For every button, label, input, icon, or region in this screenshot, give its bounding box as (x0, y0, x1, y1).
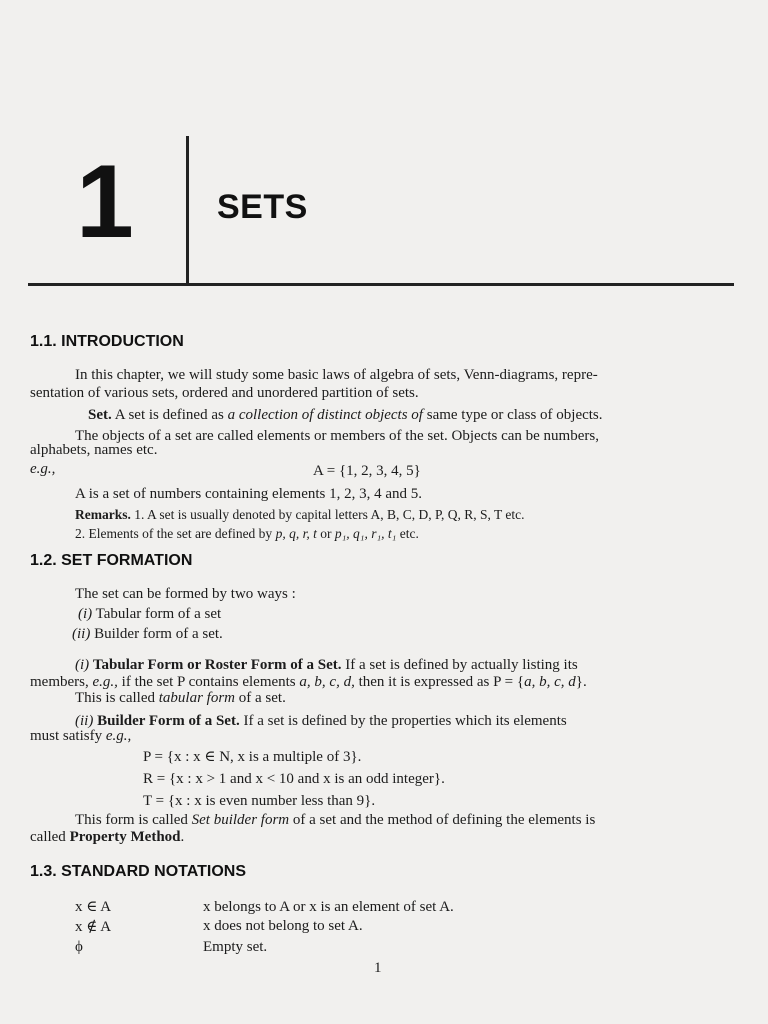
notation-meaning: x belongs to A or x is an element of set A. (203, 899, 454, 915)
chapter-rule (28, 283, 734, 286)
formation-intro: The set can be formed by two ways : (75, 586, 296, 602)
chapter-title: SETS (217, 188, 308, 226)
intro-paragraph-line-2: sentation of various sets, ordered and unordered partition of sets. (30, 385, 419, 401)
elements-line-1: The objects of a set are called elements or members of the set. Objects can be numbers, (75, 428, 599, 444)
example-explanation: A is a set of numbers containing elements 1, 2, 3, 4 and 5. (75, 486, 423, 502)
section-heading-introduction: 1.1. INTRODUCTION (30, 333, 184, 350)
formation-option-1: (i) Tabular form of a set (78, 606, 222, 622)
builder-closing-line-2: called Property Method. (30, 829, 185, 845)
builder-example-p: P = {x : x ∈ N, x is a multiple of 3}. (143, 749, 362, 765)
intro-paragraph-line-1: In this chapter, we will study some basic laws of algebra of sets, Venn-diagrams, repre- (75, 367, 598, 383)
builder-closing-line-1: This form is called Set builder form of a set and the method of defining the elements is (75, 812, 596, 828)
remark-1: Remarks. 1. A set is usually denoted by capital letters A, B, C, D, P, Q, R, S, T etc. (75, 507, 525, 522)
notation-symbol: x ∉ A (75, 919, 112, 935)
tabular-form-line-1: (i) Tabular Form or Roster Form of a Set. If a set is defined by actually listing its (75, 657, 578, 673)
section-heading-standard-notations: 1.3. STANDARD NOTATIONS (30, 863, 247, 880)
builder-form-line-1: (ii) Builder Form of a Set. If a set is defined by the properties which its elements (75, 713, 567, 729)
notation-symbol: x ∈ A (75, 899, 112, 915)
notation-symbol: ϕ (75, 939, 83, 955)
tabular-form-line-2: members, e.g., if the set P contains elements a, b, c, d, then it is expressed as P = {a, b, c, d}. (30, 674, 587, 690)
notation-meaning: x does not belong to set A. (203, 918, 363, 934)
set-definition: Set. A set is defined as a collection of distinct objects of same type or class of objects. (88, 407, 603, 423)
remark-2: 2. Elements of the set are defined by p, q, r, t or p₁, q₁, r₁, t₁ etc. (75, 526, 419, 541)
notation-meaning: Empty set. (203, 939, 268, 955)
formation-option-2: (ii) Builder form of a set. (72, 626, 223, 642)
builder-example-t: T = {x : x is even number less than 9}. (143, 793, 376, 809)
builder-example-r: R = {x : x > 1 and x < 10 and x is an odd integer}. (143, 771, 445, 787)
elements-line-2: alphabets, names etc. (30, 442, 158, 458)
chapter-divider (186, 136, 189, 284)
page-number: 1 (374, 960, 382, 976)
tabular-form-line-3: This is called tabular form of a set. (75, 690, 286, 706)
chapter-number: 1 (76, 144, 134, 260)
example-label: e.g., (30, 461, 56, 477)
example-set: A = {1, 2, 3, 4, 5} (313, 463, 421, 479)
section-heading-set-formation: 1.2. SET FORMATION (30, 552, 193, 569)
builder-form-line-2: must satisfy e.g., (30, 728, 132, 744)
